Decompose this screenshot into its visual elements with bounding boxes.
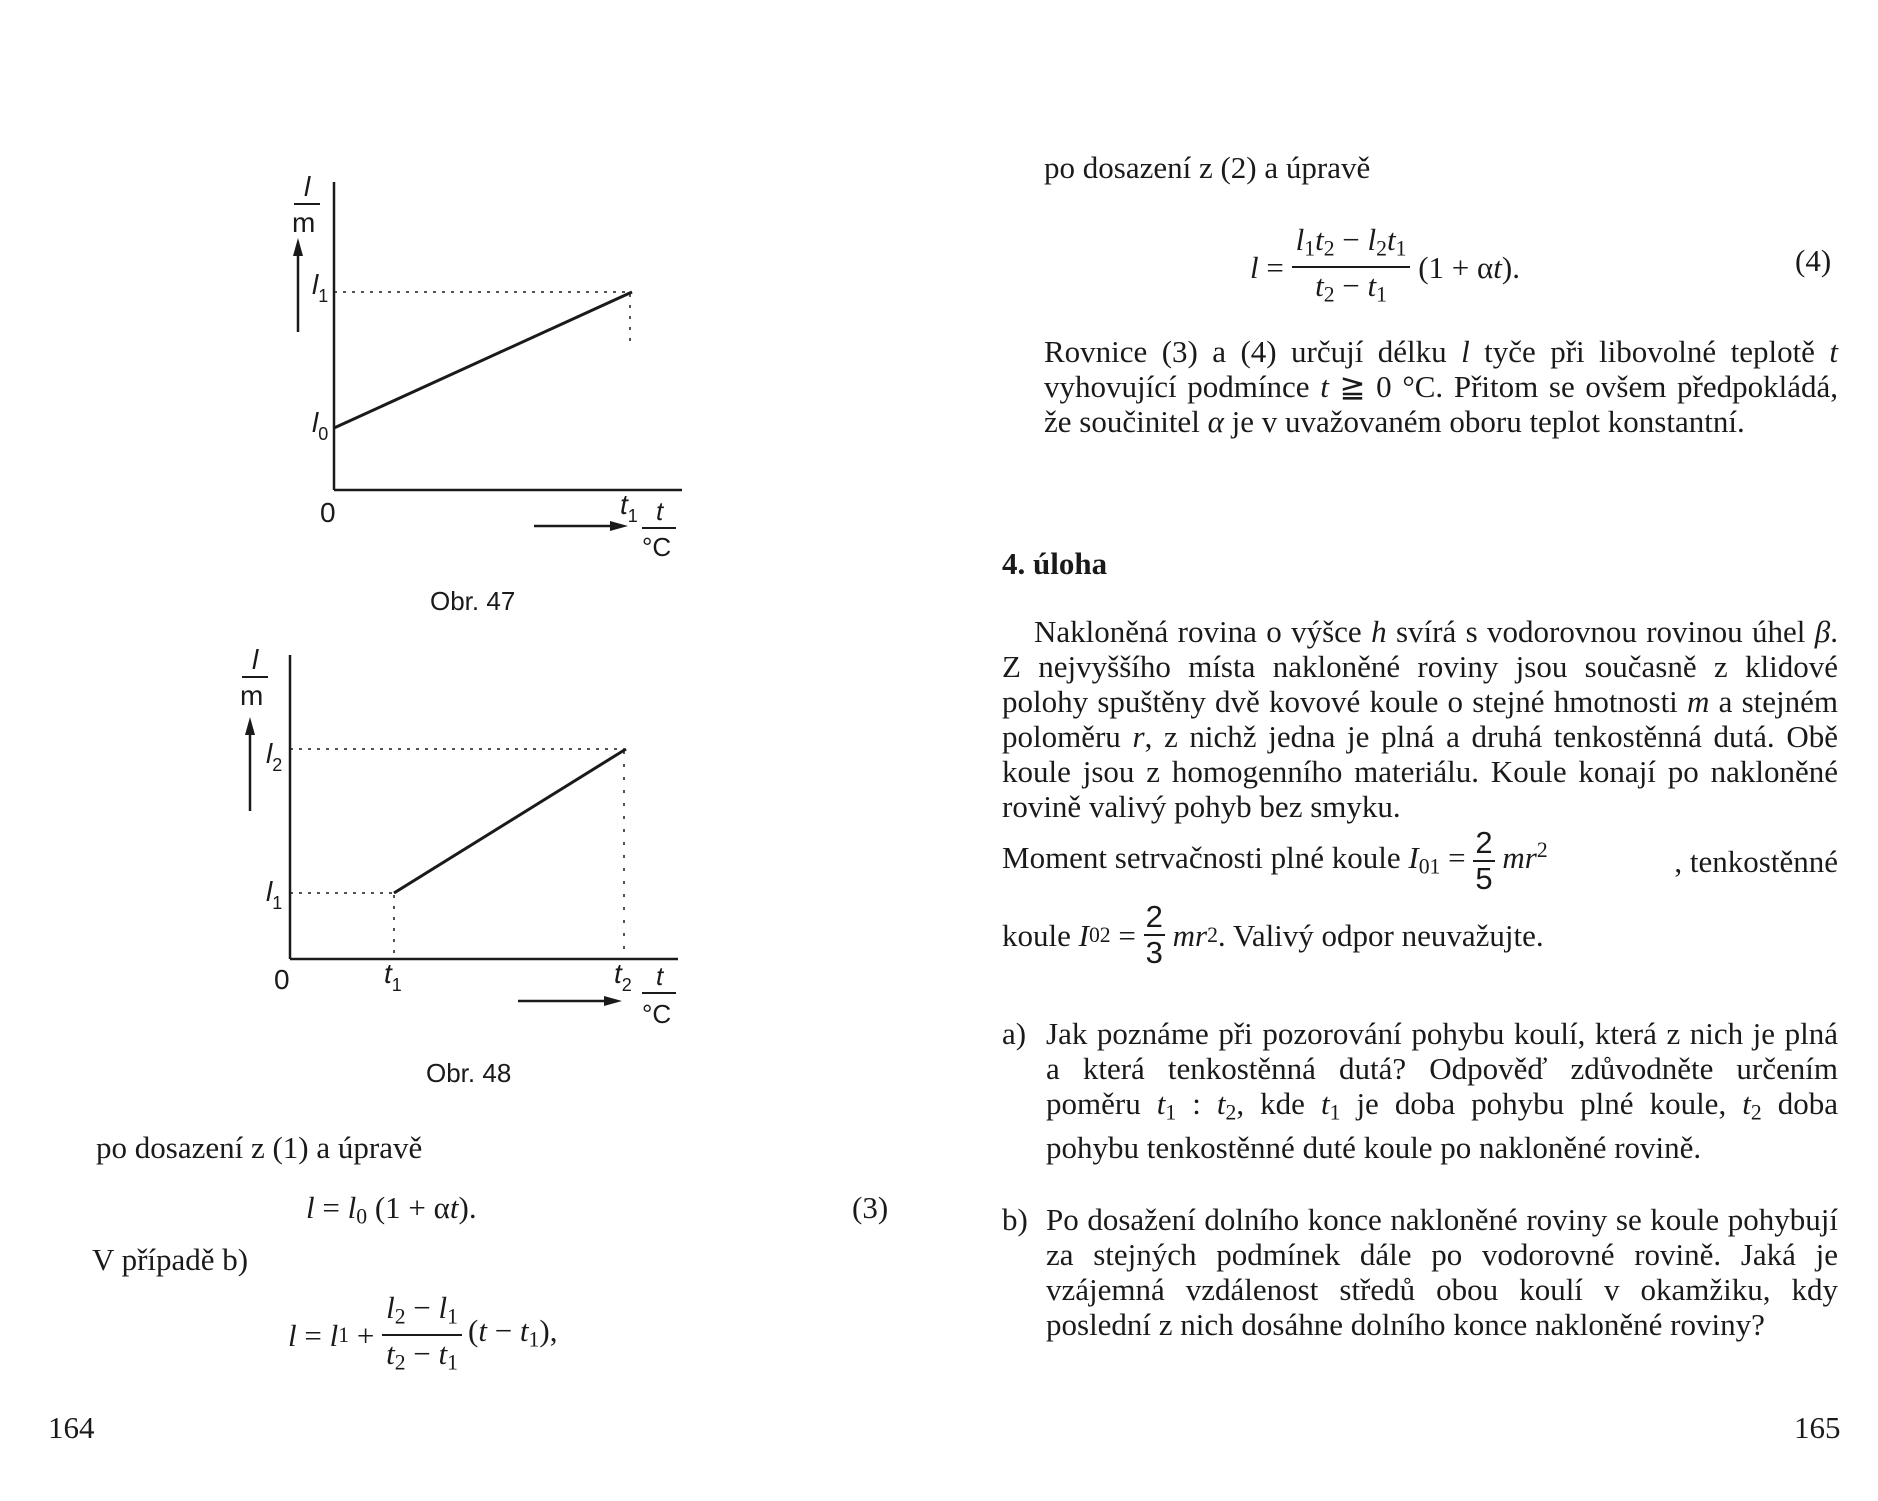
hollow-sphere-moment-line: koule I 02 = $\frac{2}{3}$ mr 2 . Valivý odpor neuvažujte. [1002,899,1544,970]
fig47-x-label-num: t [656,496,664,526]
fig48-x-arrowhead [604,996,622,1006]
fig48-y-arrowhead [245,717,255,735]
left-page-number: 164 [48,1410,95,1445]
fig48-y-label-num: l [252,645,259,675]
question-b-label: b) [1002,1202,1028,1237]
equation-4-number: (4) [1795,243,1832,278]
fig48-l2-label: $l_2$ [266,738,283,775]
figure-48 [230,645,710,1065]
fig47-line [334,292,632,428]
question-a-label: a) [1002,1016,1027,1051]
question-b [1002,1202,1838,1342]
fig48-t2-label: $t_2$ [614,958,632,995]
equation-4: l = $\frac{l_1t_2 - l_2t_1}{t_2 - t_1}$ (1 + αt). [1250,222,1520,313]
equation-3: $l = l_0$ (1 + αt). [306,1190,477,1229]
fig48-l1-label: $l_1$ [266,876,283,913]
fig47-caption: Obr. 47 [430,586,516,616]
equation-b-fraction: $\frac{l_2 - l_1}{t_2 - t_1}$ [382,1290,462,1381]
fig47-y-label-den: m [292,207,316,238]
task-heading: 4. úloha [1002,546,1108,581]
figure-47 [270,170,710,590]
fig48-t1-label: $t_1$ [384,958,402,995]
equation-4-fraction: $\frac{l_1t_2 - l_2t_1}{t_2 - t_1}$ [1292,222,1411,313]
left-substitution-text: po dosazení z (1) a úpravě [96,1130,423,1165]
fig48-x-label-num: t [656,961,664,991]
fig48-caption: Obr. 48 [426,1058,512,1088]
right-substitution-text: po dosazení z (2) a úpravě [1044,150,1371,185]
fig47-x-label-den: °C [642,532,672,562]
fig47-x-arrowhead [610,521,628,531]
fig47-l1-label: $l_1$ [312,269,329,306]
fig47-l0-label: $l_0$ [312,407,329,444]
fig47-t1-label: $t_1$ [620,489,638,526]
fig47-y-arrowhead [293,238,303,256]
fig48-y-label-den: m [240,680,264,711]
equation-3-number: (3) [852,1190,889,1225]
moment-of-inertia-line: Moment setrvačnosti plné koule $I_{01}$ = $\frac{2}{5}$ $mr^2$ , tenkostěnné [1002,825,1838,896]
fig48-line [394,749,626,893]
fig48-x-label-den: °C [642,999,672,1029]
right-page-number: 165 [1794,1410,1841,1445]
question-a [1002,1016,1838,1165]
question-b-text: Po dosažení dolního konce nakloněné roviny se koule pohybují za stejných podmínek dále po vodorovné rovině. Jaká je vzájemná vzdálenost středů obou koulí v okamžiku, kdy poslední z nich dosáhne dolního konce nakloněné roviny? [1046,1202,1838,1342]
task-paragraph: Nakloněná rovina o výšce h svírá s vodorovnou rovinou úhel β. Z nejvyššího místa nakloněné roviny jsou současně z klidové polohy spuštěny dvě kovové koule o stejné hmotnosti m a stejném poloměru r, z nichž jedna je plná a druhá tenkostěnná dutá. Obě koule jsou z homogenního materiálu. Koule konají po nakloněné rovině valivý pohyb bez smyku. [1002,614,1839,824]
case-b-text: V případě b) [92,1242,249,1277]
paragraph-equations-validity: Rovnice (3) a (4) určují délku l tyče při libovolné teplotě t vyhovující podmínce t ≧ 0 °C. Přitom se ovšem předpokládá, že součinitel α je v uvažovaném oboru teplot konstantní. [1044,334,1838,439]
equation-b: l = l 1 + $\frac{l_2 - l_1}{t_2 - t_1}$ $(t - t_1)$, [288,1290,557,1381]
fig47-y-label-num: l [304,171,311,202]
question-a-text: Jak poznáme při pozorování pohybu koulí, která z nich je plná a která tenkostěnná dutá? Odpověď zdůvodněte určením poměru $t_1$ : $t_2$, kde $t_1$ je doba pohybu plné koule, $t_2$ doba pohybu tenkostěnné duté koule po nakloněné rovině. [1046,1016,1838,1166]
fig48-origin: 0 [274,964,290,995]
fig47-origin: 0 [320,497,336,528]
